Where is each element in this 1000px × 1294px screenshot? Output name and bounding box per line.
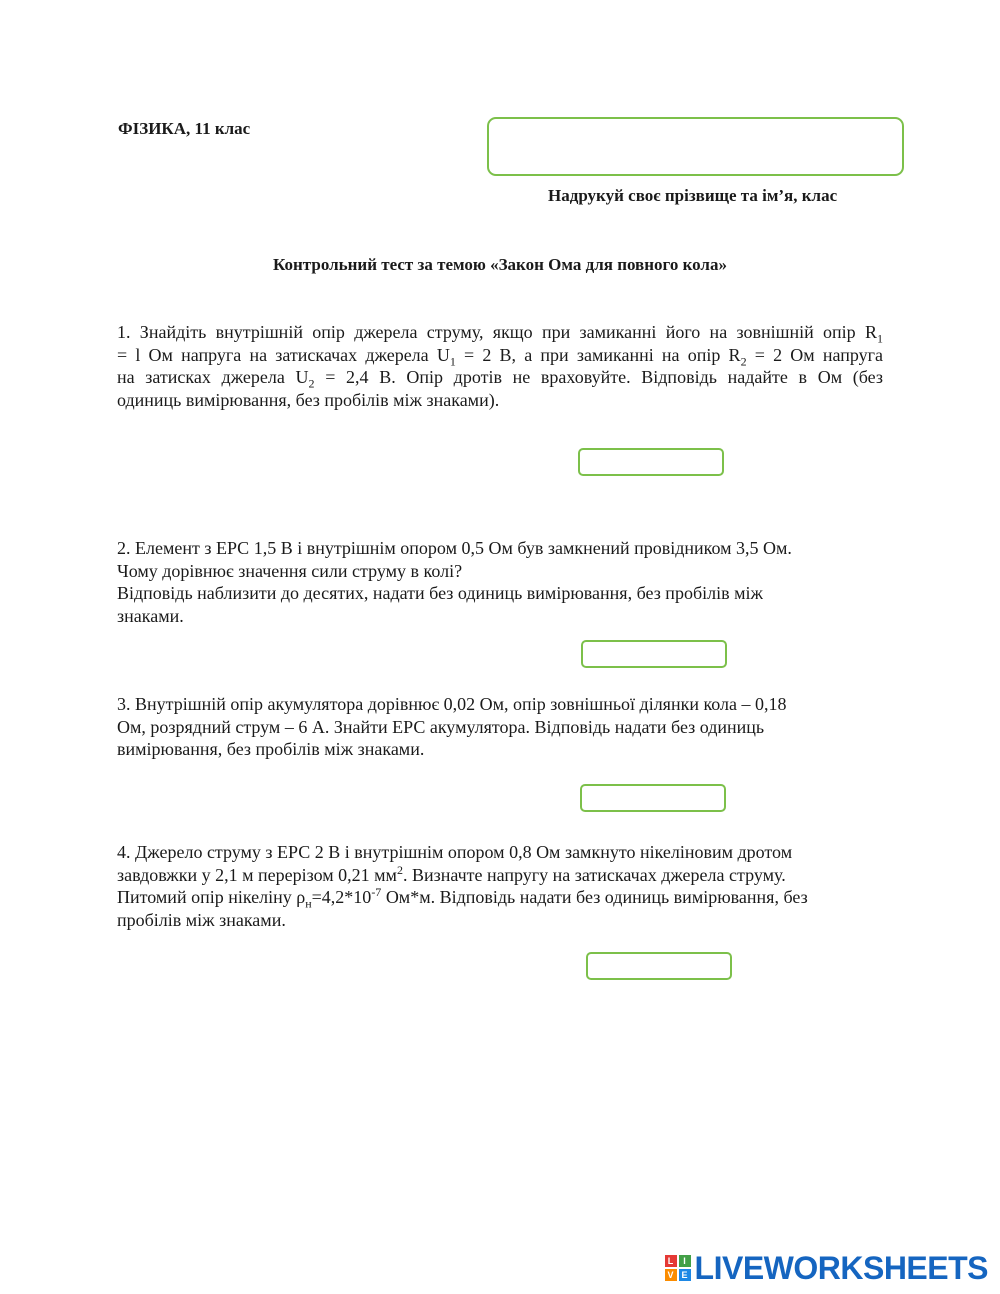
answer-2-input[interactable] [581,640,727,668]
logo-mark-letter: V [665,1269,677,1281]
subject-title: ФІЗИКА, 11 клас [118,119,251,138]
answer-3-input[interactable] [580,784,726,812]
test-title: Контрольний тест за темою «Закон Ома для повного кола» [273,255,727,274]
logo-mark-letter: L [665,1255,677,1267]
question-2-line-1: 2. Елемент з ЕРС 1,5 В і внутрішнім опором 0,5 Ом був замкнений провідником 3,5 Ом. [117,538,792,558]
logo-mark-letter: E [679,1269,691,1281]
liveworksheets-logo [665,1250,988,1286]
question-4 [117,841,883,931]
answer-1-input[interactable] [578,448,724,476]
question-3-line-1: 3. Внутрішній опір акумулятора дорівнює 0,02 Ом, опір зовнішньої ділянки кола – 0,18 [117,694,787,714]
question-1-line-3: на затисках джерела $U_2 = 2,4$ В. Опір дротів не враховуйте. Відповідь надайте в Ом (без [117,367,884,391]
question-3-line-2: Ом, розрядний струм – 6 А. Знайти ЕРС акумулятора. Відповідь надати без одиниць [117,716,765,737]
logo-text: LIVEWORKSHEETS [694,1249,988,1286]
question-4-line-4: пробілів між знаками. [117,909,286,930]
name-input[interactable] [487,117,904,176]
question-1 [117,321,883,411]
question-1-line-4: одиниць вимірювання, без пробілів між знаками). [117,389,500,410]
question-3 [117,693,883,761]
question-3-line-3: вимірювання, без пробілів між знаками. [117,739,425,759]
question-1-line-1: 1. Знайдіть внутрішній опір джерела струму, якщо при замиканні його на зовнішній опір $R_1$ [117,322,883,346]
question-2-line-4: знаками. [117,605,184,626]
name-caption: Надрукуй своє прізвище та ім’я, клас [548,186,838,205]
question-4-line-2: завдовжки у 2,1 м перерізом 0,21 $мм^2$. Визначте напругу на затискачах джерела струму. [117,862,786,885]
question-2-line-2: Чому дорівнює значення сили струму в колі? [117,560,463,581]
question-4-line-3: Питомий опір нікеліну $\rho_н=4,2*10^{-7}$ Ом*м. Відповідь надати без одиниць вимірювання, без [117,885,808,911]
logo-mark-icon [665,1255,691,1281]
question-1-line-2: = l Ом напруга на затискачах джерела $U_1 = 2$ В, а при замиканні на опір $R_2 = 2$ Ом напруга [117,344,884,369]
question-2-line-3: Відповідь наблизити до десятих, надати без одиниць вимірювання, без пробілів між [117,583,763,603]
question-2 [117,537,883,627]
answer-4-input[interactable] [586,952,732,980]
question-4-line-1: 4. Джерело струму з ЕРС 2 В і внутрішнім опором 0,8 Ом замкнуто нікеліновим дротом [117,842,793,862]
logo-mark-letter: I [679,1255,691,1267]
